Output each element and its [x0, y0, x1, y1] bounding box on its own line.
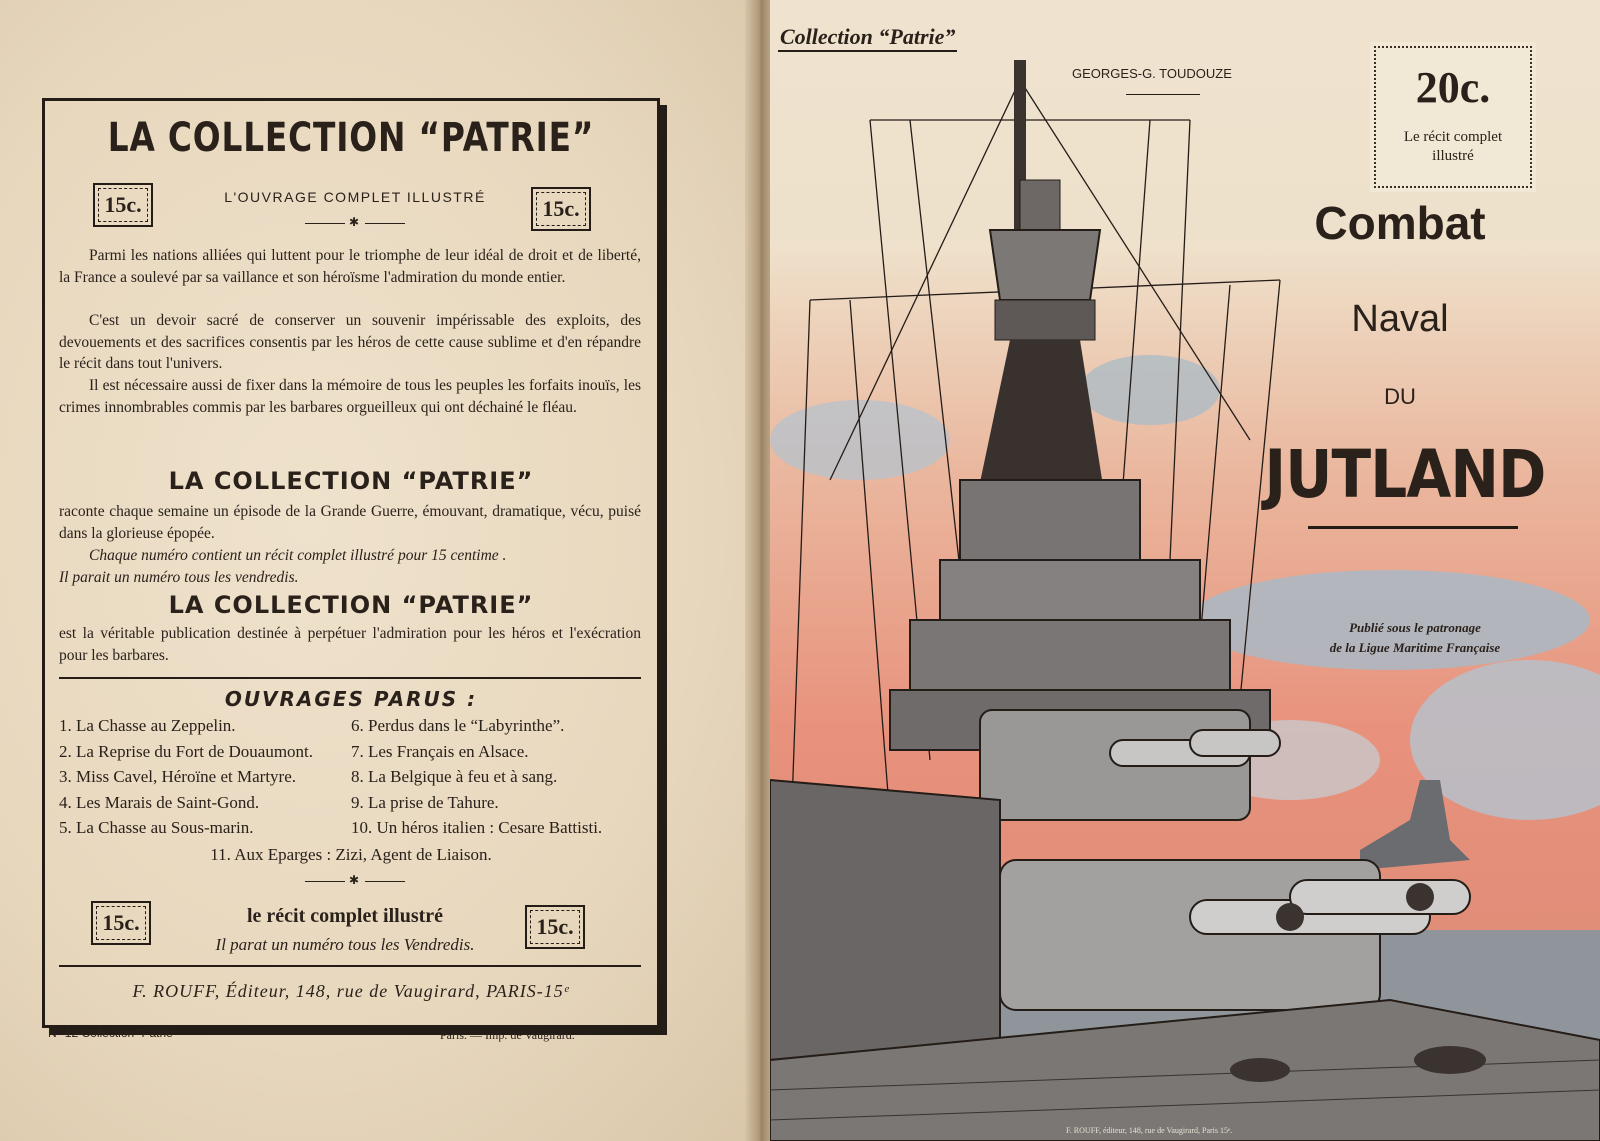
italic-line-2: Il parait un numéro tous les vendredis. — [59, 569, 299, 586]
cover-title-line-4: JUTLAND — [1264, 436, 1546, 513]
author-rule — [1126, 94, 1200, 95]
list-item: 5. La Chasse au Sous-marin. — [59, 818, 254, 837]
subtitle: L'OUVRAGE COMPLET ILLUSTRÉ — [224, 189, 486, 205]
divider-rule-1 — [59, 677, 641, 679]
price-box-right: 15c. — [531, 187, 591, 231]
recit-label: le récit complet illustré — [246, 905, 444, 927]
series-label: Collection “Patrie” — [778, 24, 957, 52]
title-underline — [1308, 526, 1518, 529]
works-list-left — [59, 713, 313, 841]
price-box-bottom-left: 15c. — [91, 901, 151, 945]
list-item: 11. Aux Eparges : Zizi, Agent de Liaison. — [210, 845, 492, 864]
list-item: 3. Miss Cavel, Héroïne et Martyre. — [59, 767, 296, 786]
italic-line-1: Chaque numéro contient un récit complet illustré pour 15 centime . — [89, 547, 507, 564]
advertisement-frame — [42, 98, 660, 1028]
list-item: 1. La Chasse au Zeppelin. — [59, 716, 236, 735]
back-cover-page — [0, 0, 770, 1141]
price-caption: Le récit complet illustré — [1403, 129, 1503, 164]
list-item: 6. Perdus dans le “Labyrinthe”. — [351, 716, 565, 735]
list-item: 10. Un héros italien : Cesare Battisti. — [351, 818, 603, 837]
intro-paragraph-2: C'est un devoir sacré de conserver un souvenir impérissable des exploits, des devouements et des sacrifices consentis par les héros de cette cause sublime et d'en répandre le récit dans tout l'univers. — [59, 312, 641, 372]
section-text-1: raconte chaque semaine un épisode de la Grande Guerre, émouvant, dramatique, vécu, puisé dans la glorieuse épopée. — [59, 503, 641, 542]
front-cover-page — [770, 0, 1600, 1141]
section-text-2: est la véritable publication destinée à perpétuer l'admiration pour les héros et l'exécration pour les barbares. — [59, 625, 641, 664]
list-item: 9. La prise de Tahure. — [351, 792, 499, 812]
issue-number: N° 12 Collection “Patrie” — [48, 1026, 177, 1040]
list-item: 7. Les Français en Alsace. — [351, 741, 529, 761]
ornament-divider: ✱ — [265, 215, 445, 230]
list-item: 2. La Reprise du Fort de Douaumont. — [59, 741, 314, 761]
list-item: 8. La Belgique à feu et à sang. — [351, 767, 558, 786]
cover-title-line-1: Combat — [1314, 197, 1486, 249]
patronage-note: Publié sous le patronage de la Ligue Maritime Française — [1329, 620, 1501, 655]
printer-line: Paris. — Imp. de Vaugirard. — [440, 1028, 575, 1042]
publisher-line: F. ROUFF, Éditeur, 148, rue de Vaugirard, PARIS-15ᵉ — [132, 981, 570, 1001]
collection-title: LA COLLECTION “PATRIE” — [107, 115, 595, 161]
price-value: 20c. — [1415, 63, 1491, 112]
author-name: GEORGES-G. TOUDOUZE — [1072, 66, 1232, 81]
publisher-imprint: F. ROUFF, éditeur, 148, rue de Vaugirard, Paris 15ᵉ. — [1066, 1126, 1233, 1135]
works-title: OUVRAGES PARUS : — [224, 687, 478, 711]
works-list-right — [351, 713, 602, 841]
ornament-divider: ✱ — [265, 873, 445, 888]
cover-title-line-2: Naval — [1351, 298, 1449, 340]
price-panel — [1374, 46, 1532, 188]
intro-paragraph-1: Parmi les nations alliées qui luttent pour le triomphe de leur idéal de droit et de liberté, la France a soulevé par sa vaillance et son héroïsme l'admiration du monde entier. — [59, 247, 641, 286]
section-heading-2: LA COLLECTION “PATRIE” — [168, 591, 534, 619]
intro-paragraph-3: Il est nécessaire aussi de fixer dans la mémoire de tous les peuples les forfaits inouïs, les crimes innombrables commis par les barbares orgueilleux qui ont déchainé le fléau. — [59, 377, 641, 416]
divider-rule-2 — [59, 965, 641, 967]
price-box-left: 15c. — [93, 183, 153, 227]
parait-label: Il parat un numéro tous les Vendredis. — [215, 935, 475, 954]
price-box-bottom-right: 15c. — [525, 905, 585, 949]
cover-title-line-3: DU — [1384, 384, 1416, 409]
list-item: 4. Les Marais de Saint-Gond. — [59, 792, 260, 812]
section-heading-1: LA COLLECTION “PATRIE” — [168, 467, 534, 495]
